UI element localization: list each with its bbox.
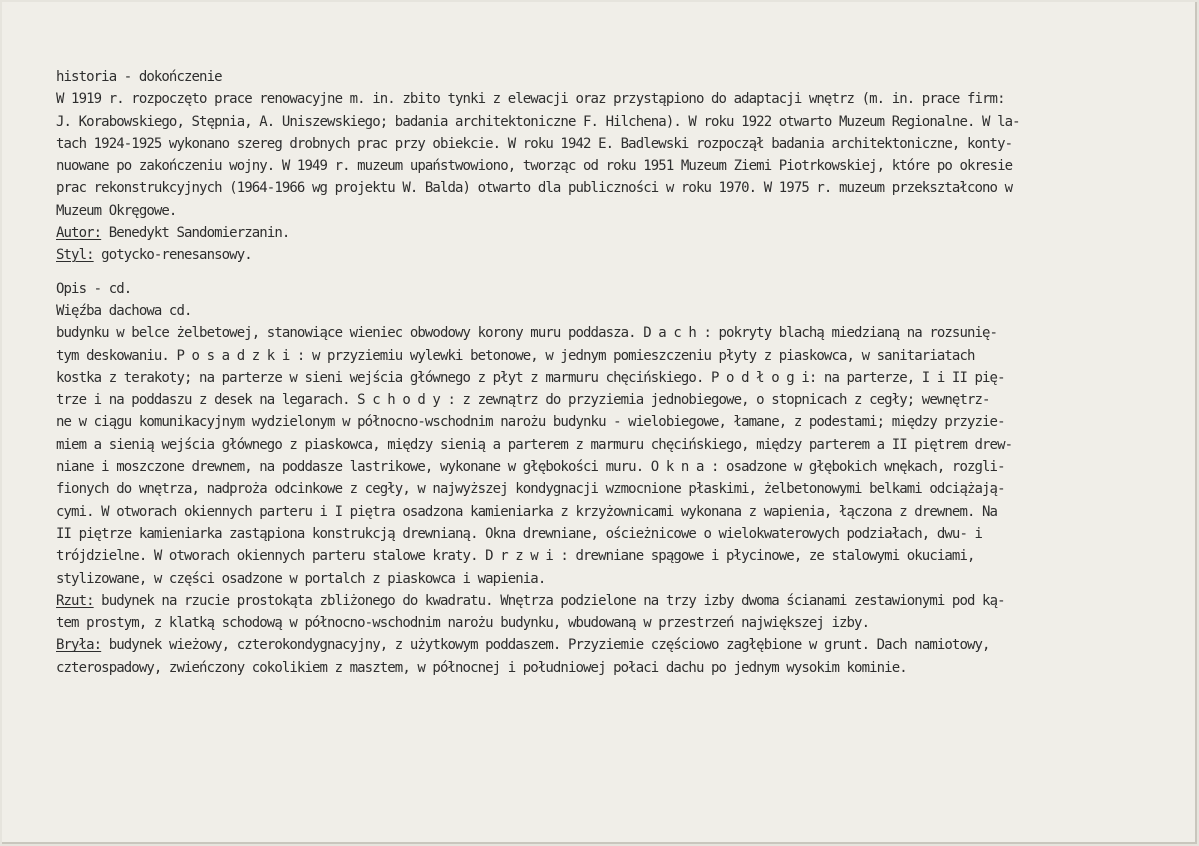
massing-text: budynek wieżowy, czterokondygnacyjny, z użytkowym poddaszem. Przyziemie częściowo zagłębione w grunt. Dach namiotowy, xyxy=(101,637,990,654)
description-line: II piętrze kamieniarka zastąpiona konstrukcją drewnianą. Okna drewniane, ościeżnicowe o wielokwaterowych podziałach, dwu- i xyxy=(56,525,983,542)
description-line: budynku w belce żelbetowej, stanowiące wieniec obwodowy korony muru poddasza. D a c h : pokryty blachą miedzianą na rozsunię- xyxy=(56,325,998,342)
style-row xyxy=(56,244,1116,266)
card-text-body xyxy=(56,66,1116,679)
massing-line: czterospadowy, zwieńczony cokolikiem z masztem, w północnej i południowej połaci dachu po jednym wysokim kominie. xyxy=(56,659,907,676)
massing-label: Bryła: xyxy=(56,637,102,654)
description-line: ne w ciągu komunikacyjnym wydzielonym w północno-wschodnim narożu budynku - wielobiegowe, łamane, z podestami; między przyzie- xyxy=(56,414,1005,431)
description-subheading: Więźba dachowa cd. xyxy=(56,302,192,319)
massing-row xyxy=(56,634,1116,656)
description-line: stylizowane, w części osadzone w portalch z piaskowca i wapienia. xyxy=(56,570,546,587)
description-line: fionych do wnętrza, nadproża odcinkowe z cegły, w najwyższej kondygnacji wzmocnione płaskimi, żelbetonowymi belkami odciążają- xyxy=(56,481,1005,498)
history-line: nuowane po zakończeniu wojny. W 1949 r. muzeum upaństwowiono, tworząc od roku 1951 Muzeum Ziemi Piotrkowskiej, które po okresie xyxy=(56,158,1013,175)
spacer xyxy=(56,267,1116,278)
history-line: W 1919 r. rozpoczęto prace renowacyjne m. in. zbito tynki z elewacji oraz przystąpiono do adaptacji wnętrz (m. in. prace firm: xyxy=(56,91,1005,108)
plan-line: tem prostym, z klatką schodową w północno-wschodnim narożu budynku, wbudowaną w przestrzeń największej izby. xyxy=(56,615,870,632)
style-label: Styl: xyxy=(56,247,94,264)
plan-text: budynek na rzucie prostokąta zbliżonego do kwadratu. Wnętrza podzielone na trzy izby dwoma ścianami zestawionymi pod ką- xyxy=(93,592,1005,609)
description-line: kostka z terakoty; na parterze w sieni wejścia głównego z płyt z marmuru chęcińskiego. P o d ł o g i: na parterze, I i II pię- xyxy=(56,369,1005,386)
author-value: Benedykt Sandomierzanin. xyxy=(101,225,290,242)
history-line: tach 1924-1925 wykonano szereg drobnych prac przy obiekcie. W roku 1942 E. Badlewski rozpoczął badania architektoniczne, konty- xyxy=(56,135,1013,152)
history-line: prac rekonstrukcyjnych (1964-1966 wg projektu W. Balda) otwarto dla publiczności w roku 1970. W 1975 r. muzeum przekształcono w xyxy=(56,180,1013,197)
style-value: gotycko-renesansowy. xyxy=(93,247,252,264)
plan-row xyxy=(56,590,1116,612)
history-line: J. Korabowskiego, Stępnia, A. Uniszewskiego; badania architektoniczne F. Hilchena). W roku 1922 otwarto Muzeum Regionalne. W la- xyxy=(56,113,1020,130)
description-line: trójdzielne. W otworach okiennych parteru stalowe kraty. D r z w i : drewniane spągowe i płycinowe, ze stalowymi okuciami, xyxy=(56,548,975,565)
author-label: Autor: xyxy=(56,225,102,242)
description-line: tym deskowaniu. P o s a d z k i : w przyziemiu wylewki betonowe, w jednym pomieszczeniu płyty z piaskowca, w sanitariatach xyxy=(56,347,975,364)
description-line: trze i na poddaszu z desek na legarach. S c h o d y : z zewnątrz do przyziemia jednobiegowe, o stopnicach z cegły; wewnętrz- xyxy=(56,392,990,409)
archive-card xyxy=(2,2,1197,844)
author-row xyxy=(56,222,1116,244)
history-heading: historia - dokończenie xyxy=(56,69,222,85)
history-line: Muzeum Okręgowe. xyxy=(56,202,177,219)
description-line: niane i moszczone drewnem, na poddasze lastrikowe, wykonane w głębokości muru. O k n a : osadzone w głębokich wnękach, rozgli- xyxy=(56,459,1005,476)
plan-label: Rzut: xyxy=(56,592,94,609)
description-line: cymi. W otworach okiennych parteru i I piętra osadzona kamieniarka z krzyżownicami wykonana z wapienia, łączona z drewnem. Na xyxy=(56,503,998,520)
description-heading: Opis - cd. xyxy=(56,280,132,297)
description-line: miem a sienią wejścia głównego z piaskowca, między sienią a parterem z marmuru chęcińskiego, między parterem a II piętrem drew- xyxy=(56,436,1013,453)
